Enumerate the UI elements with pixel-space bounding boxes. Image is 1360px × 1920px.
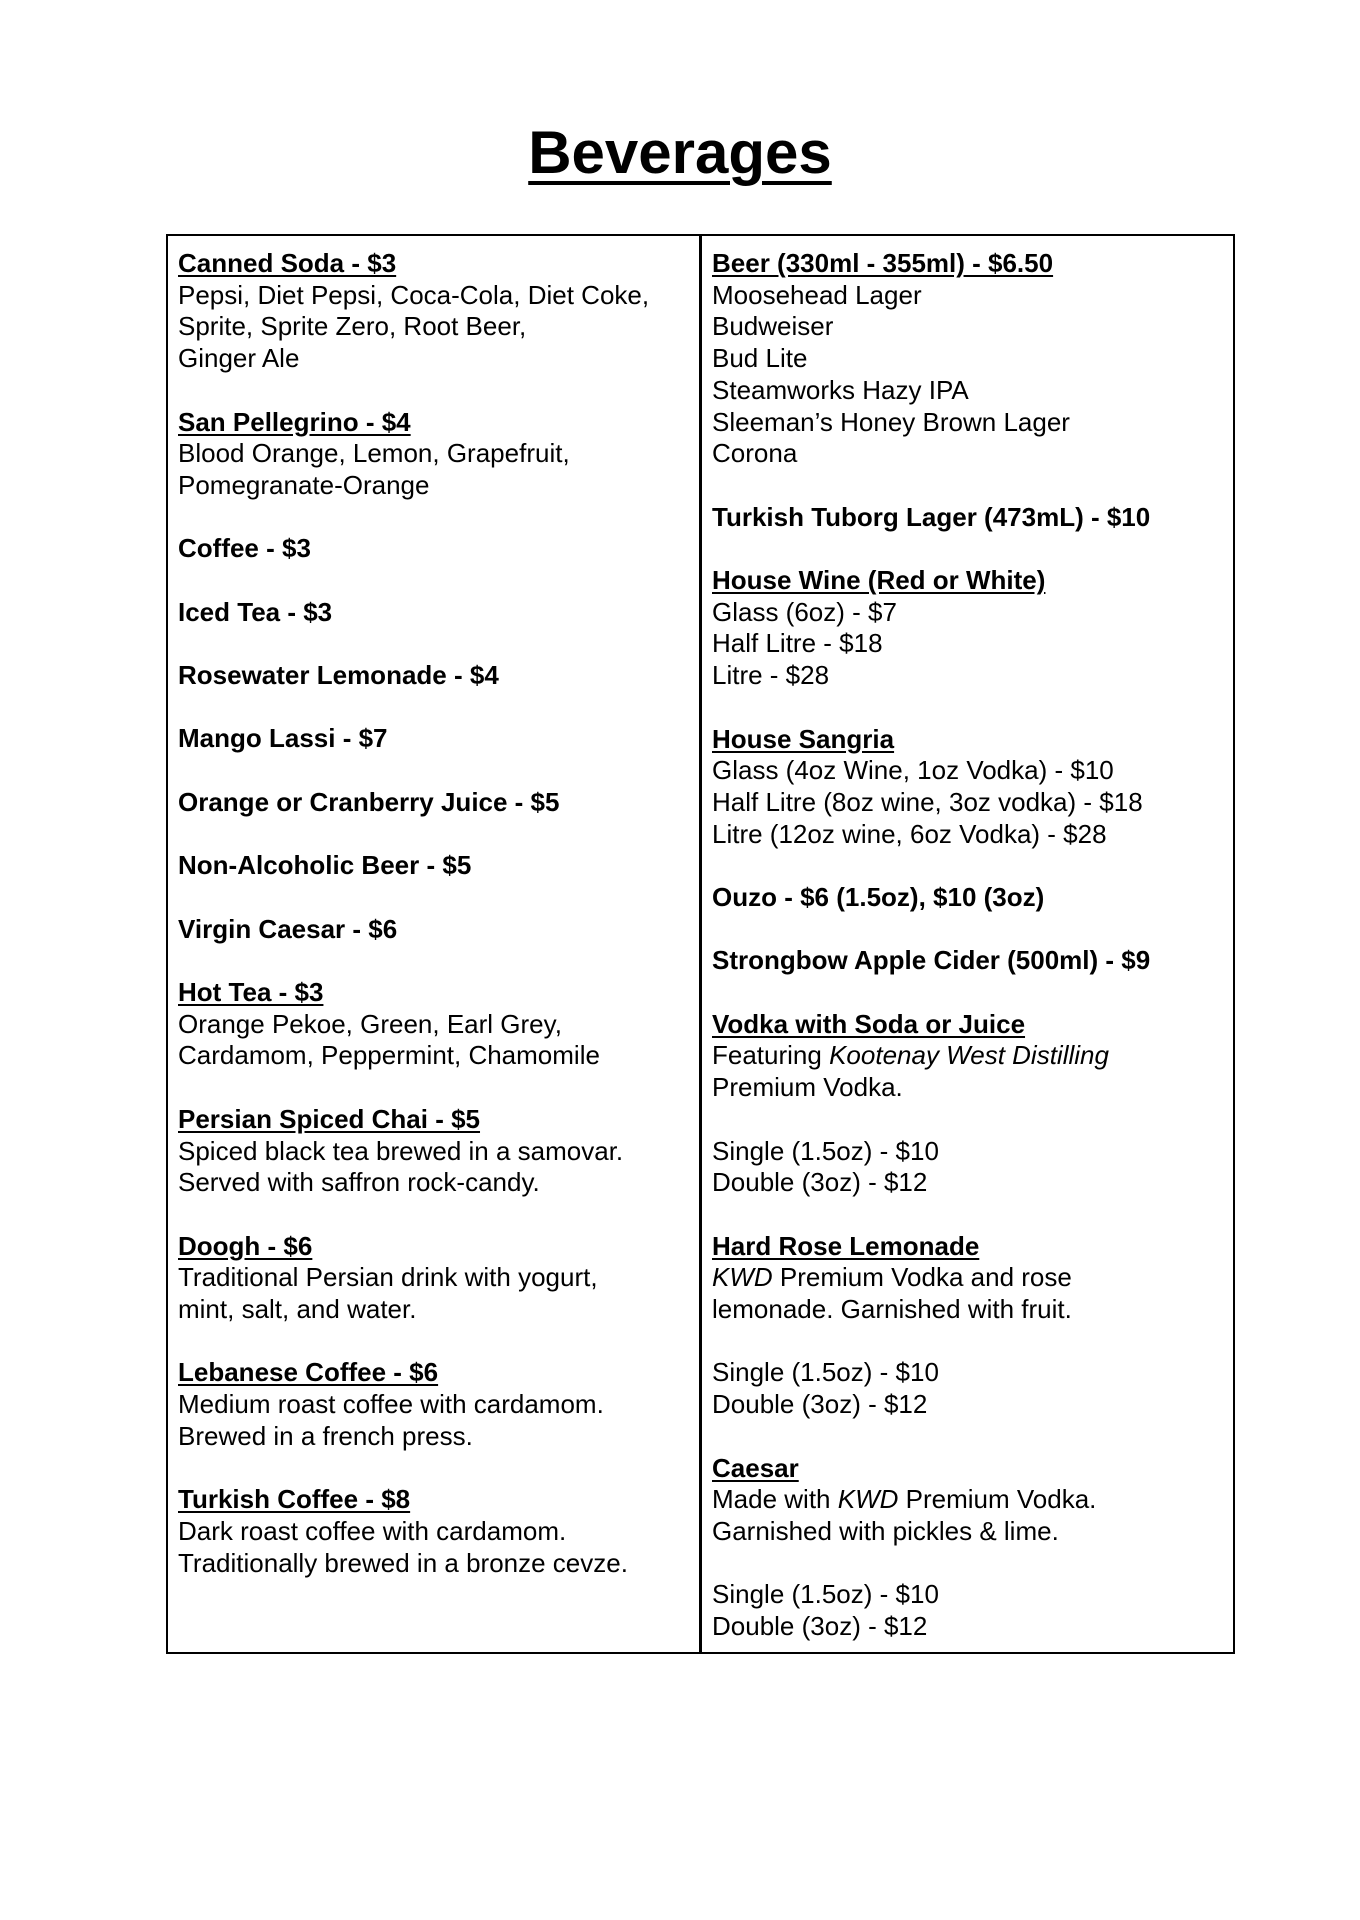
menu-section-iced-tea xyxy=(178,597,689,629)
section-heading: House Sangria xyxy=(712,723,895,754)
item-line: Bud Lite xyxy=(712,343,808,374)
price-single: Single (1.5oz) - $10 xyxy=(712,1135,939,1166)
item-description: lemonade. Garnished with fruit. xyxy=(712,1294,1072,1325)
item-line: Litre (12oz wine, 6oz Vodka) - $28 xyxy=(712,818,1107,849)
menu-section-mango-lassi xyxy=(178,723,689,755)
item-line: Served with saffron rock-candy. xyxy=(178,1167,540,1198)
section-heading: Beer (330ml - 355ml) - $6.50 xyxy=(712,248,1054,278)
desc-text: Premium Vodka and rose xyxy=(772,1262,1072,1293)
brand-name: KWD xyxy=(837,1484,899,1515)
desc-text: Made with xyxy=(712,1484,838,1515)
desc-text: Premium Vodka. xyxy=(898,1484,1097,1515)
menu-section-turkish-coffee xyxy=(178,1484,689,1579)
menu-table xyxy=(166,234,1235,1654)
section-heading: Iced Tea - $3 xyxy=(178,596,333,627)
price-single: Single (1.5oz) - $10 xyxy=(712,1357,939,1388)
item-line: Ginger Ale xyxy=(178,343,300,374)
item-line: Moosehead Lager xyxy=(712,279,922,310)
item-line: Half Litre (8oz wine, 3oz vodka) - $18 xyxy=(712,786,1143,817)
menu-section-virgin-caesar xyxy=(178,914,689,946)
menu-section-canned-soda xyxy=(178,248,689,375)
menu-section-sangria xyxy=(712,724,1223,851)
item-line: Litre - $28 xyxy=(712,660,830,691)
menu-section-vodka xyxy=(712,1009,1223,1199)
non-alcoholic-column xyxy=(168,236,702,1652)
alcoholic-column xyxy=(702,236,1233,1652)
menu-section-rosewater-lemonade xyxy=(178,660,689,692)
section-heading: Virgin Caesar - $6 xyxy=(178,913,398,944)
menu-section-beer xyxy=(712,248,1223,470)
item-line: Spiced black tea brewed in a samovar. xyxy=(178,1135,624,1166)
section-heading: Lebanese Coffee - $6 xyxy=(178,1357,439,1388)
section-heading: Doogh - $6 xyxy=(178,1230,313,1261)
price-double: Double (3oz) - $12 xyxy=(712,1611,928,1642)
menu-section-coffee xyxy=(178,533,689,565)
section-heading: Hard Rose Lemonade xyxy=(712,1230,980,1261)
section-heading: Hot Tea - $3 xyxy=(178,977,324,1008)
item-line: Dark roast coffee with cardamom. xyxy=(178,1515,567,1546)
section-heading: Turkish Tuborg Lager (473mL) - $10 xyxy=(712,501,1151,532)
menu-section-caesar xyxy=(712,1453,1223,1643)
section-heading: Persian Spiced Chai - $5 xyxy=(178,1103,481,1134)
brand-name: Kootenay West Distilling xyxy=(829,1040,1109,1071)
item-description: Garnished with pickles & lime. xyxy=(712,1515,1059,1546)
item-line: Traditionally brewed in a bronze cevze. xyxy=(178,1547,628,1578)
menu-section-lebanese-coffee xyxy=(178,1357,689,1452)
item-line: Orange Pekoe, Green, Earl Grey, xyxy=(178,1008,562,1039)
item-description: Premium Vodka. xyxy=(712,1072,903,1103)
item-line: Brewed in a french press. xyxy=(178,1420,473,1451)
menu-section-hot-tea xyxy=(178,977,689,1072)
section-heading: Mango Lassi - $7 xyxy=(178,723,388,754)
menu-section-ouzo xyxy=(712,882,1223,914)
menu-section-san-pellegrino xyxy=(178,407,689,502)
section-heading: Vodka with Soda or Juice xyxy=(712,1008,1026,1039)
section-heading: House Wine (Red or White) xyxy=(712,565,1046,595)
menu-section-strongbow xyxy=(712,945,1223,977)
item-line: mint, salt, and water. xyxy=(178,1294,417,1325)
item-line: Half Litre - $18 xyxy=(712,628,883,659)
menu-section-hard-rose-lemonade xyxy=(712,1231,1223,1421)
item-line: Pepsi, Diet Pepsi, Coca-Cola, Diet Coke, xyxy=(178,279,650,310)
section-heading: Turkish Coffee - $8 xyxy=(178,1484,411,1515)
desc-text: Featuring xyxy=(712,1040,830,1071)
item-line: Pomegranate-Orange xyxy=(178,469,430,500)
section-heading: Canned Soda - $3 xyxy=(178,248,397,278)
section-heading: Non-Alcoholic Beer - $5 xyxy=(178,850,472,881)
item-line: Budweiser xyxy=(712,311,834,342)
brand-name: KWD xyxy=(712,1262,773,1293)
menu-section-persian-chai xyxy=(178,1104,689,1199)
item-line: Glass (4oz Wine, 1oz Vodka) - $10 xyxy=(712,755,1114,786)
item-line: Corona xyxy=(712,438,798,469)
section-heading: San Pellegrino - $4 xyxy=(178,406,411,437)
price-double: Double (3oz) - $12 xyxy=(712,1389,928,1420)
item-line: Sleeman’s Honey Brown Lager xyxy=(712,406,1070,437)
item-description xyxy=(712,1262,1223,1294)
item-line: Traditional Persian drink with yogurt, xyxy=(178,1262,598,1293)
item-line: Glass (6oz) - $7 xyxy=(712,596,897,627)
item-description xyxy=(712,1484,1223,1516)
menu-section-tuborg xyxy=(712,502,1223,534)
item-line: Steamworks Hazy IPA xyxy=(712,374,969,405)
section-heading: Strongbow Apple Cider (500ml) - $9 xyxy=(712,945,1151,976)
price-double: Double (3oz) - $12 xyxy=(712,1167,928,1198)
item-line: Cardamom, Peppermint, Chamomile xyxy=(178,1040,600,1071)
menu-section-house-wine xyxy=(712,565,1223,692)
item-line: Blood Orange, Lemon, Grapefruit, xyxy=(178,438,570,469)
menu-section-na-beer xyxy=(178,850,689,882)
section-heading: Coffee - $3 xyxy=(178,533,311,564)
item-line: Medium roast coffee with cardamom. xyxy=(178,1389,604,1420)
section-heading: Caesar xyxy=(712,1452,799,1483)
menu-section-doogh xyxy=(178,1231,689,1326)
price-single: Single (1.5oz) - $10 xyxy=(712,1579,939,1610)
page-title: Beverages xyxy=(528,119,832,186)
menu-section-juice xyxy=(178,787,689,819)
section-heading: Rosewater Lemonade - $4 xyxy=(178,660,499,691)
section-heading: Orange or Cranberry Juice - $5 xyxy=(178,786,560,817)
item-line: Sprite, Sprite Zero, Root Beer, xyxy=(178,311,527,342)
section-heading: Ouzo - $6 (1.5oz), $10 (3oz) xyxy=(712,882,1045,912)
item-description xyxy=(712,1040,1223,1072)
